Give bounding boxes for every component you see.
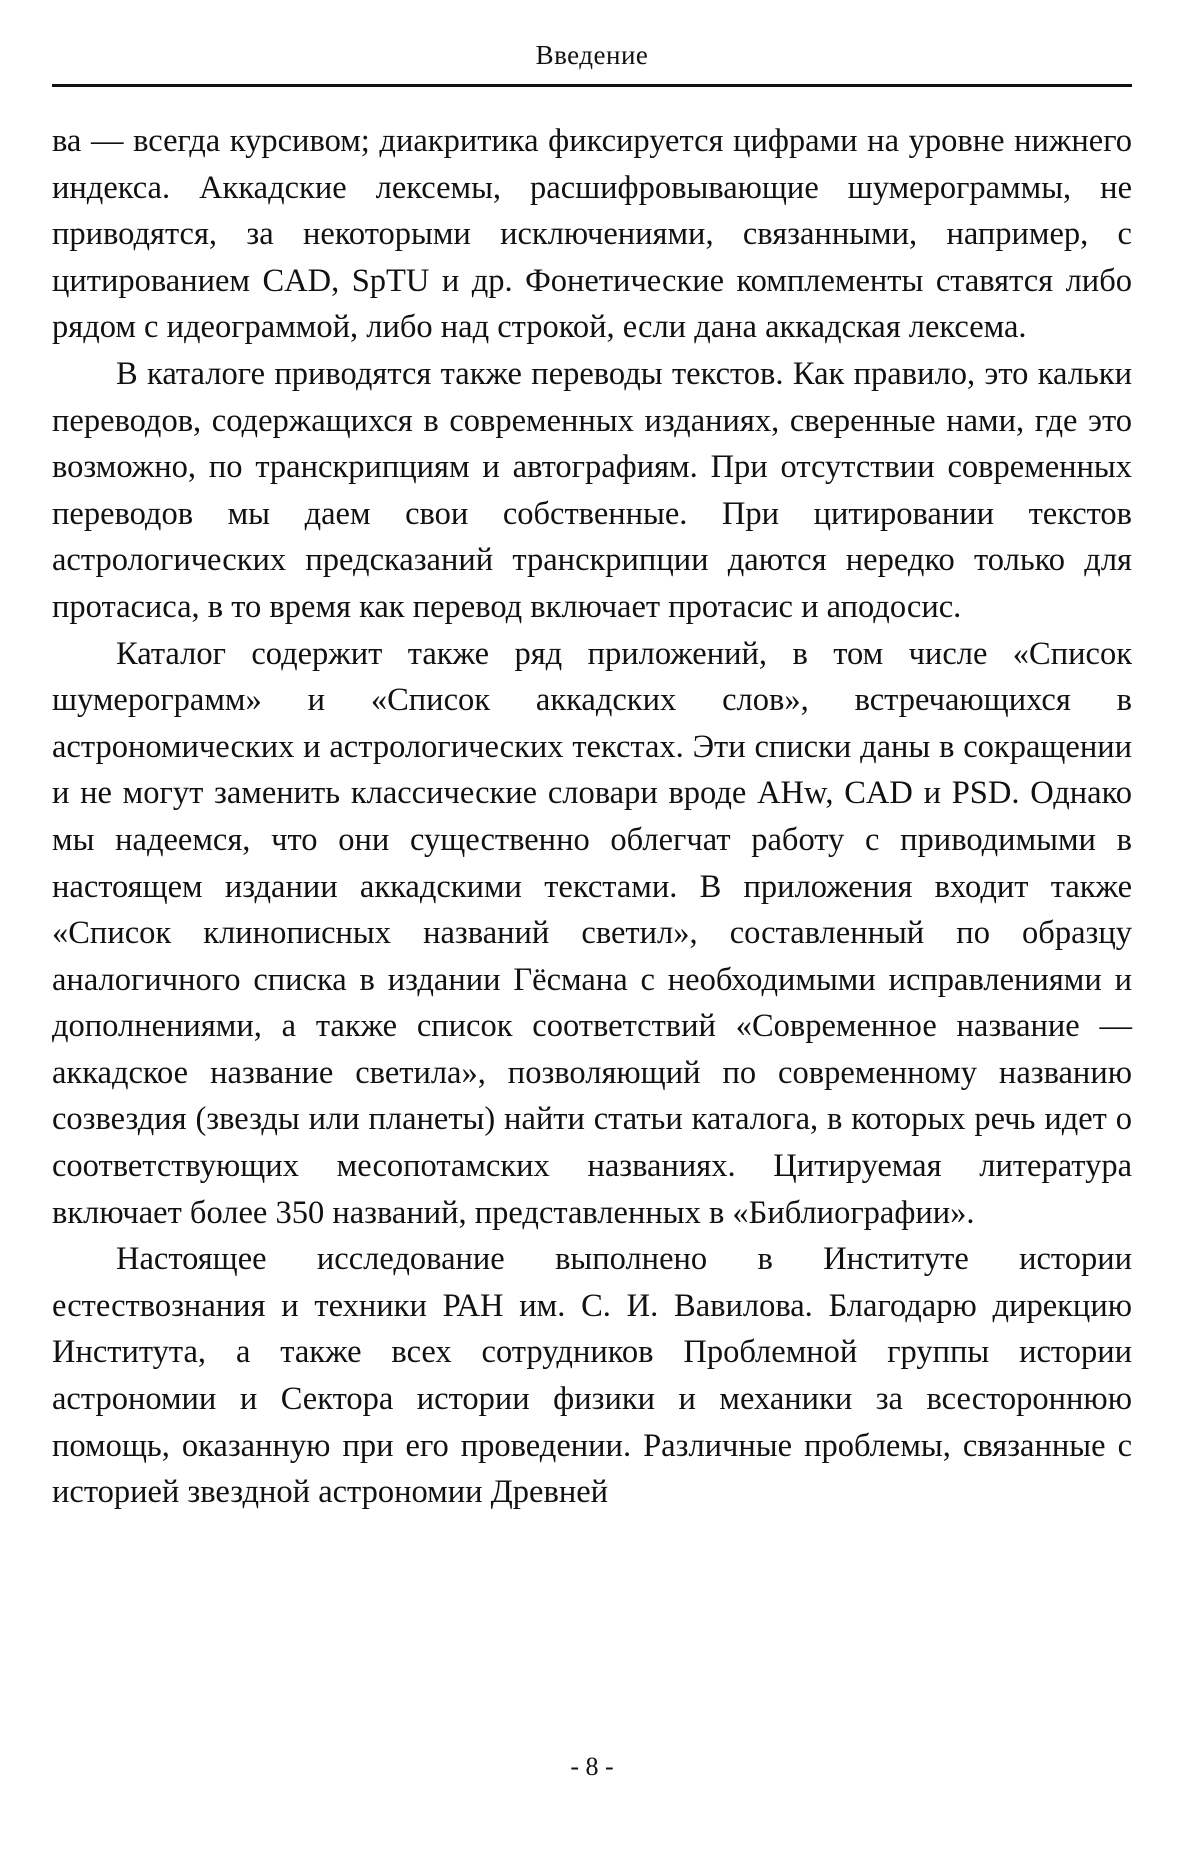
header-rule [52, 84, 1132, 87]
paragraph-4: Настоящее исследование выполнено в Институте истории естествознания и техники РАН им. С. И. Вавилова. Благодарю дирекцию Института, а также всех сотрудников Проблемной группы истории астрономии и Сектора истории физики и механики за всестороннюю помощь, оказанную при его проведении. Различные проблемы, связанные с историей звездной астрономии Древней [52, 1241, 1132, 1511]
body-text [52, 118, 1132, 1516]
running-head: Введение [535, 40, 649, 70]
page-number: - 8 - [570, 1752, 614, 1781]
paragraph-1: ва — всегда курсивом; диакритика фиксируется цифрами на уровне нижнего индекса. Аккадские лексемы, расшифровывающие шумерограммы, не приводятся, за некоторыми исключениями, связанными, например, с цитированием CAD, SpTU и др. Фонетические комплементы ставятся либо рядом с идеограммой, либо над строкой, если дана аккадская лексема. [52, 123, 1132, 346]
paragraph-3: Каталог содержит также ряд приложений, в том числе «Список шумерограмм» и «Список аккадских слов», встречающихся в астрономических и астрологических текстах. Эти списки даны в сокращении и не могут заменить классические словари вроде AHw, CAD и PSD. Однако мы надеемся, что они существенно облегчат работу с приводимыми в настоящем издании аккадскими текстами. В приложения входит также «Список клинописных названий светил», составленный по образцу аналогичного списка в издании Гёсмана с необходимыми исправлениями и дополнениями, а также список соответствий «Современное название — аккадское название светила», позволяющий по современному названию созвездия (звезды или планеты) найти статьи каталога, в которых речь идет о соответствующих месопотамских названиях. Цитируемая литература включает более 350 названий, представленных в «Библиографии». [52, 635, 1132, 1231]
paragraph-2: В каталоге приводятся также переводы текстов. Как правило, это кальки переводов, содержащихся в современных изданиях, сверенные нами, где это возможно, по транскрипциям и автографиям. При отсутствии современных переводов мы даем свои собственные. При цитировании текстов астрологических предсказаний транскрипции даются нередко только для протасиса, в то время как перевод включает протасис и аподосис. [52, 355, 1132, 625]
